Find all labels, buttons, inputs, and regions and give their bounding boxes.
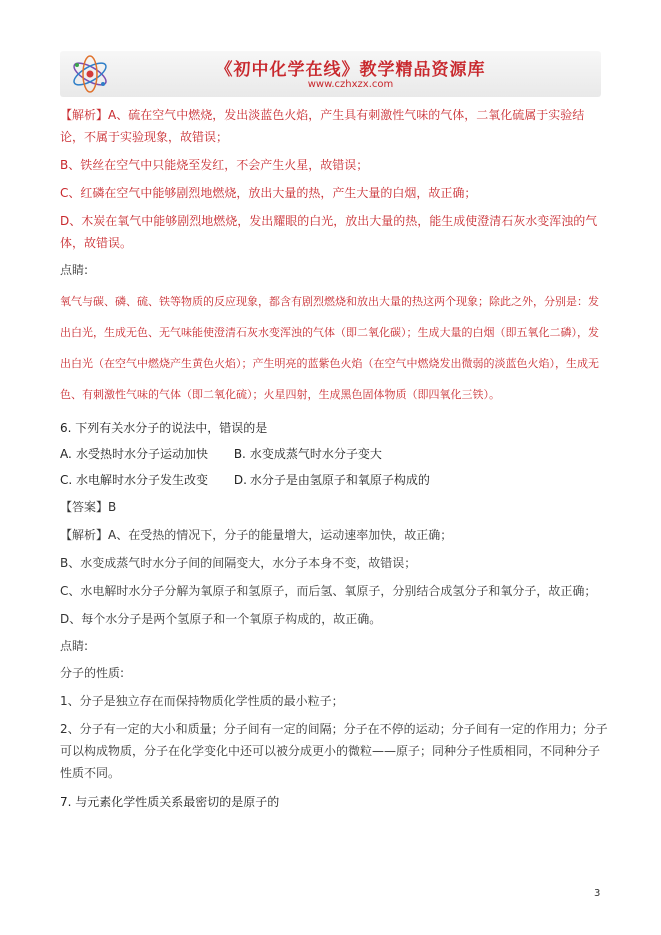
answer-value: B [108,500,117,514]
q6-analysis-line-a: 【解析】A、在受热的情况下，分子的能量增大，运动速率加快，故正确； [60,528,453,542]
option-c: C. 水电解时水分子发生改变 [60,473,209,487]
q6-analysis-line-b: B、水变成蒸气时水分子间的间隔变大，水分子本身不变，故错误； [60,556,417,570]
q6-tip-label: 点睛: [60,639,89,653]
page-number: 3 [594,888,601,899]
analysis-text-a: A、硫在空气中燃烧，发出淡蓝色火焰，产生具有刺激性气味的气体，二氧化硫属于实验结论，不属于实验现象，故错误； [60,108,585,144]
option-d: D. 水分子是由氢原子和氧原子构成的 [233,473,430,487]
analysis-tag: 【解析】 [60,108,109,122]
analysis-line-c: C、红磷在空气中能够剧烈地燃烧，放出大量的热，产生大量的白烟，故正确； [60,186,477,200]
answer-line [60,496,608,518]
option-a: A. 水受热时水分子运动加快 [60,447,209,461]
q6-analysis-line-c: C、水电解时水分子分解为氧原子和氢原子，而后氢、氧原子，分别结合成氢分子和氧分子，故正确； [60,584,597,598]
analysis-line-a [60,104,608,148]
question-6-stem: 6. 下列有关水分子的说法中，错误的是 [60,421,268,435]
question-6-options-row-1 [60,444,608,464]
q6-tip-title: 分子的性质: [60,666,125,680]
question-6-options-row-2 [60,470,608,490]
analysis-line-b: B、铁丝在空气中只能烧至发红，不会产生火星，故错误； [60,158,369,172]
page-content [60,104,608,818]
header-url: www.czhxzx.com [307,79,394,90]
answer-tag: 【答案】 [60,500,109,514]
tip-text: 氧气与碳、磷、硫、铁等物质的反应现象，都含有剧烈燃烧和放出大量的热这两个现象；除此之外，分别是：发出白光，生成无色、无气味能使澄清石灰水变浑浊的气体（即二氧化碳）；生成大量的白烟（即五氧化二磷），发出白光（在空气中燃烧产生黄色火焰）；产生明亮的蓝紫色火焰（在空气中燃烧发出微弱的淡蓝色火焰），生成无色、有刺激性气味的气体（即二氧化硫）；火星四射，生成黑色固体物质（即四氧化三铁）。 [60,295,599,401]
analysis-line-d: D、木炭在氧气中能够剧烈地燃烧，发出耀眼的白光，放出大量的热，能生成使澄清石灰水变浑浊的气体，故错误。 [60,214,598,250]
question-7-stem: 7. 与元素化学性质关系最密切的是原子的 [60,795,280,809]
q6-tip-2: 2、分子有一定的大小和质量；分子间有一定的间隔；分子在不停的运动；分子间有一定的作用力；分子可以构成物质，分子在化学变化中还可以被分成更小的微粒——原子；同种分子性质相同，不同种分子性质不同。 [60,722,608,780]
q6-analysis-line-d: D、每个水分子是两个氢原子和一个氧原子构成的，故正确。 [60,612,382,626]
tip-label: 点睛: [60,263,89,277]
header-banner [60,51,601,97]
q6-tip-1: 1、分子是独立存在而保持物质化学性质的最小粒子； [60,694,344,708]
option-b: B. 水变成蒸气时水分子变大 [233,447,382,461]
q6-analysis-tag: 【解析】 [60,528,109,542]
header-title: 《初中化学在线》教学精品资源库 [215,60,486,80]
